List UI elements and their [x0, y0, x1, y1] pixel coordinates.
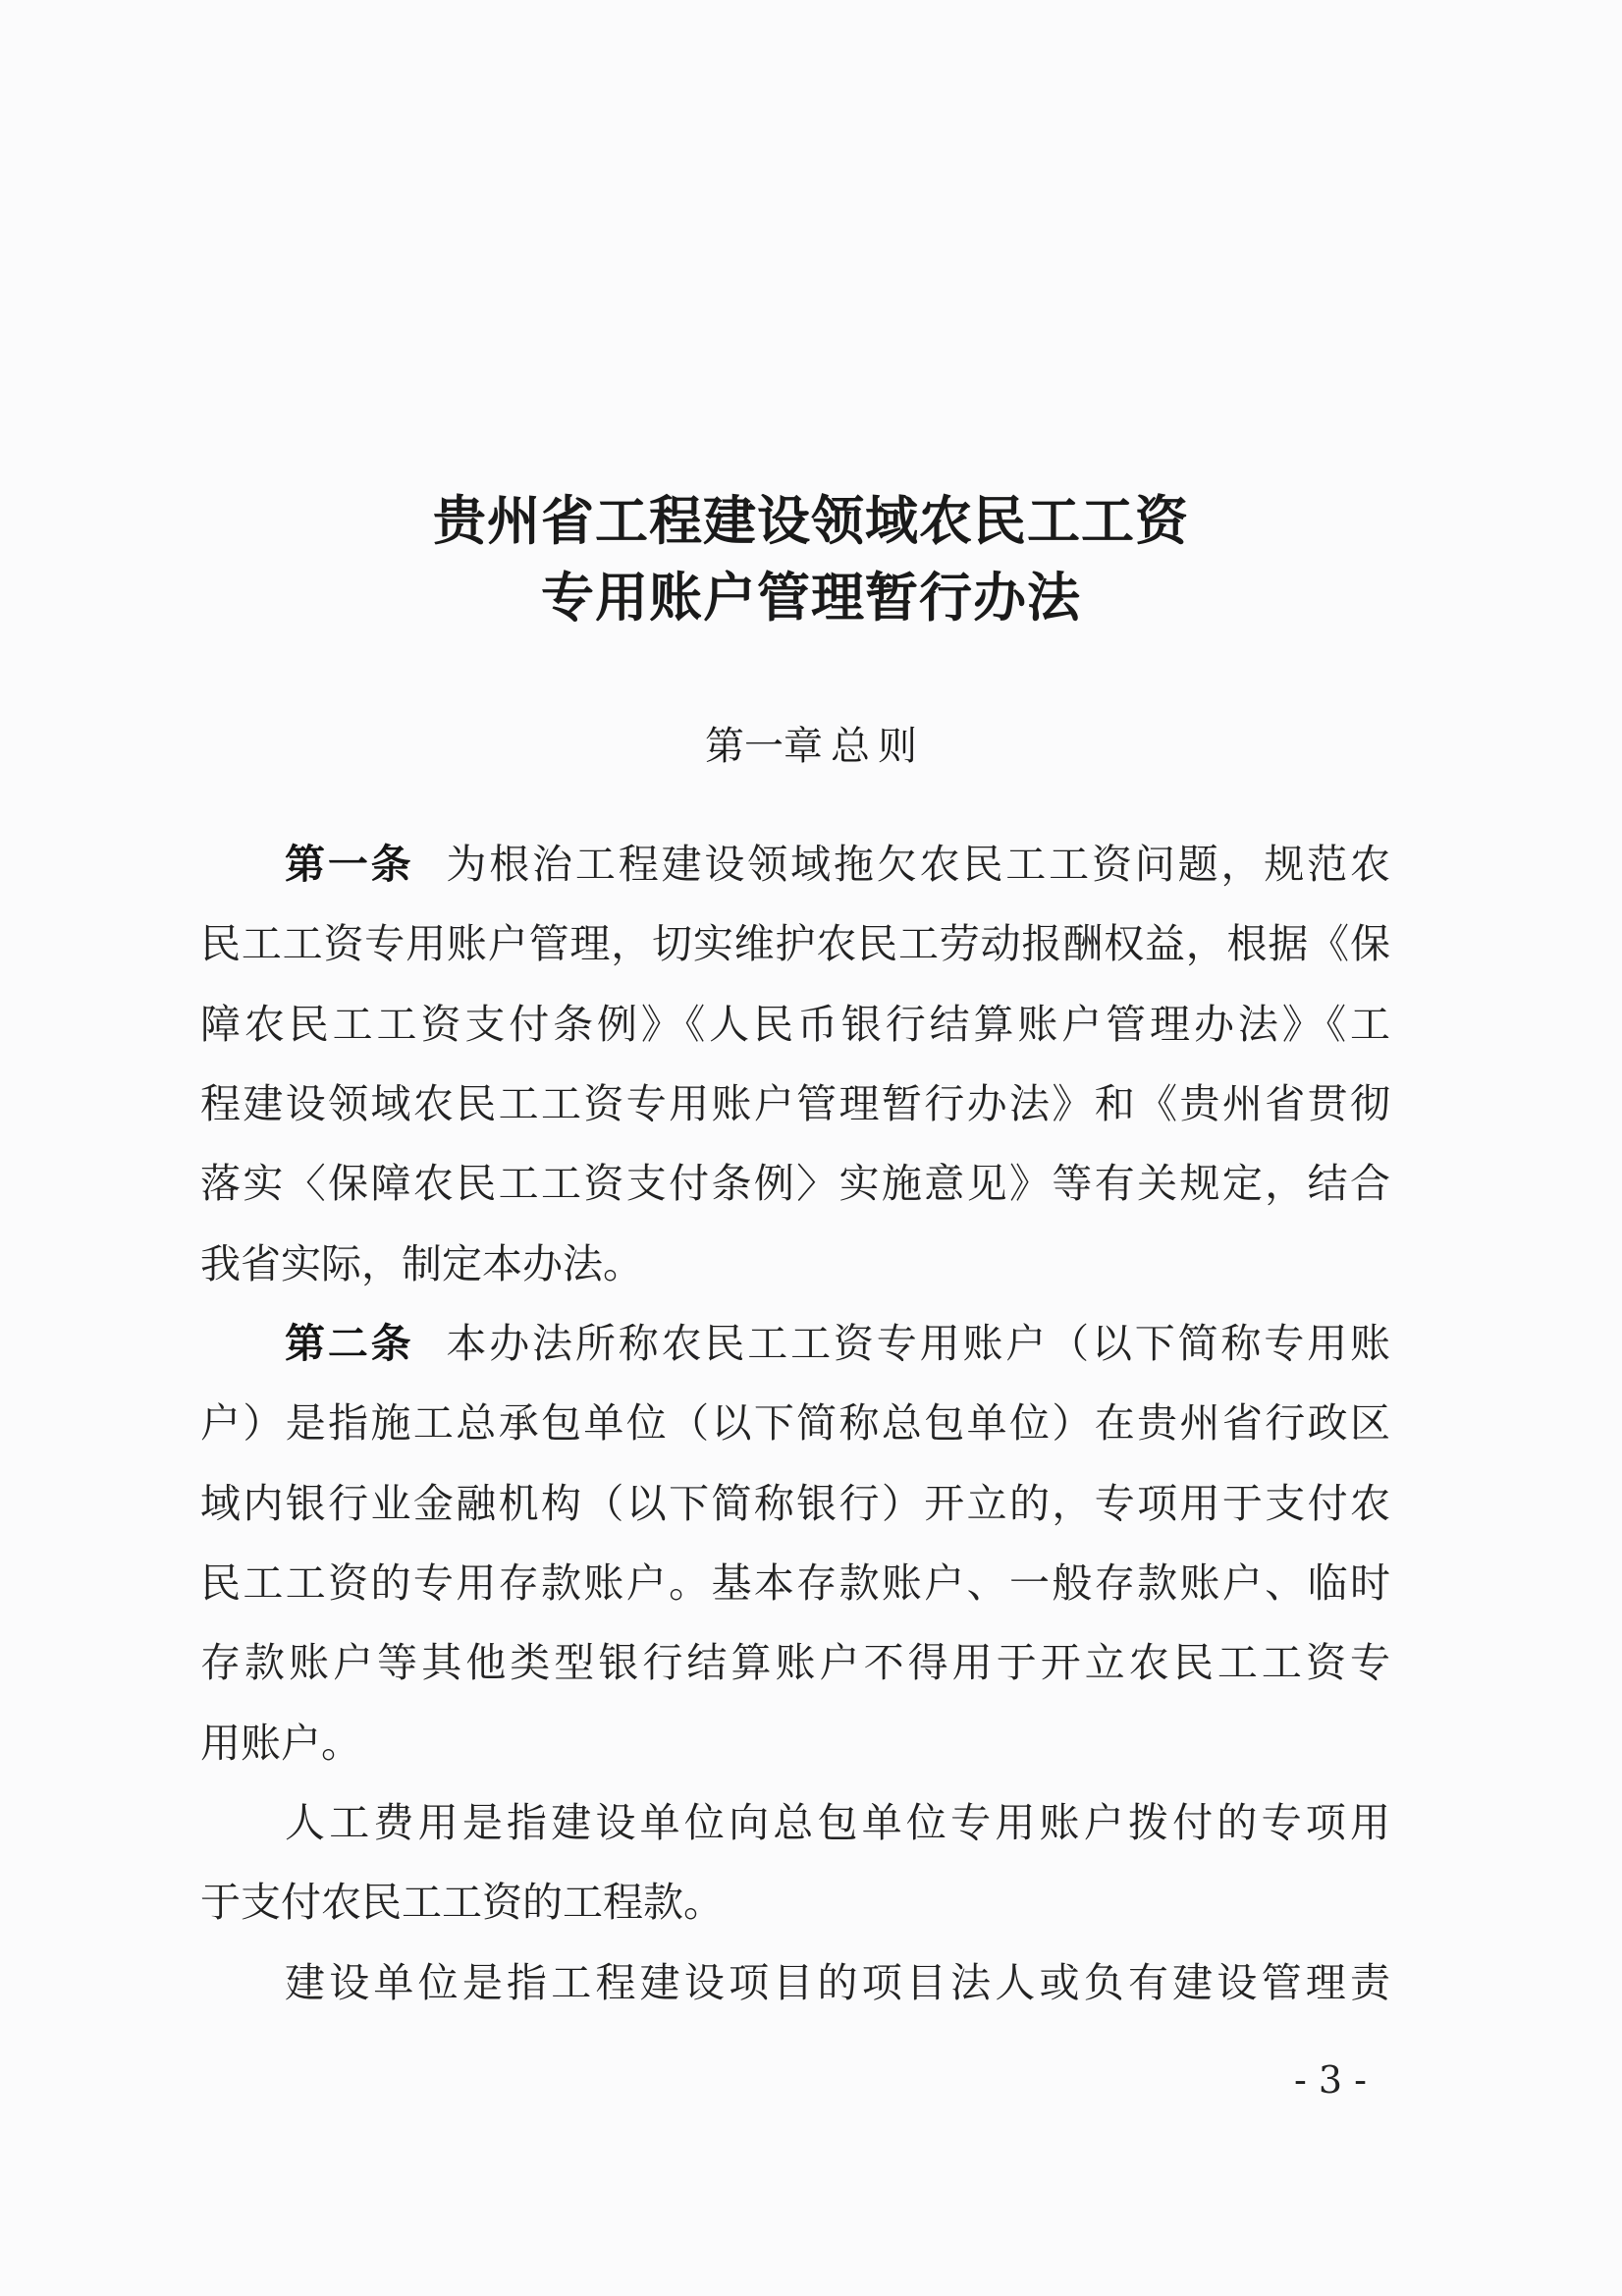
- document-title-line-2: 专用账户管理暂行办法: [541, 566, 1081, 629]
- chapter-name-part-2: 则: [878, 724, 917, 769]
- chapter-number: 第一章: [705, 724, 823, 769]
- article-1-line-1: 为根治工程建设领域拖欠农民工工资问题，规范农: [443, 841, 1390, 888]
- article-2-line-3: 域内银行业金融机构（以下简称银行）开立的，专项用于支付农: [200, 1480, 1390, 1527]
- article-2-line-4: 民工工资的专用存款账户。基本存款账户、一般存款账户、临时: [200, 1559, 1390, 1607]
- article-2-line-6: 用账户。: [200, 1720, 361, 1767]
- article-2-label: 第二条: [285, 1320, 414, 1367]
- article-2-line-5: 存款账户等其他类型银行结算账户不得用于开立农民工工资专: [200, 1639, 1390, 1686]
- chapter-name-part-1: 总: [831, 724, 870, 769]
- article-1-line-6: 我省实际，制定本办法。: [200, 1240, 643, 1287]
- article-1-line-5: 落实〈保障农民工工资支付条例〉实施意见》等有关规定，结合: [200, 1160, 1390, 1207]
- article-2-first-line: [285, 1316, 1390, 1371]
- article-2-line-2: 户）是指施工总承包单位（以下简称总包单位）在贵州省行政区: [200, 1399, 1390, 1447]
- article-1-line-2: 民工工资专用账户管理，切实维护农民工劳动报酬权益，根据《保: [200, 920, 1390, 967]
- paragraph-3-line-2: 于支付农民工工资的工程款。: [200, 1879, 724, 1926]
- page-number: - 3 -: [1294, 2058, 1368, 2102]
- paragraph-4-line-1: 建设单位是指工程建设项目的项目法人或负有建设管理责: [285, 1959, 1390, 2006]
- chapter-heading: [0, 715, 1622, 771]
- paragraph-3-line-1: 人工费用是指建设单位向总包单位专用账户拨付的专项用: [285, 1799, 1390, 1846]
- article-1-label: 第一条: [285, 841, 414, 888]
- article-2-line-1: 本办法所称农民工工资专用账户（以下简称专用账: [443, 1320, 1390, 1367]
- article-1-line-4: 程建设领域农民工工资专用账户管理暂行办法》和《贵州省贯彻: [200, 1080, 1390, 1127]
- document-title-line-1: 贵州省工程建设领域农民工工资: [433, 489, 1189, 552]
- article-1-first-line: [285, 837, 1390, 892]
- article-1-line-3: 障农民工工资支付条例》《人民币银行结算账户管理办法》《工: [200, 1001, 1390, 1048]
